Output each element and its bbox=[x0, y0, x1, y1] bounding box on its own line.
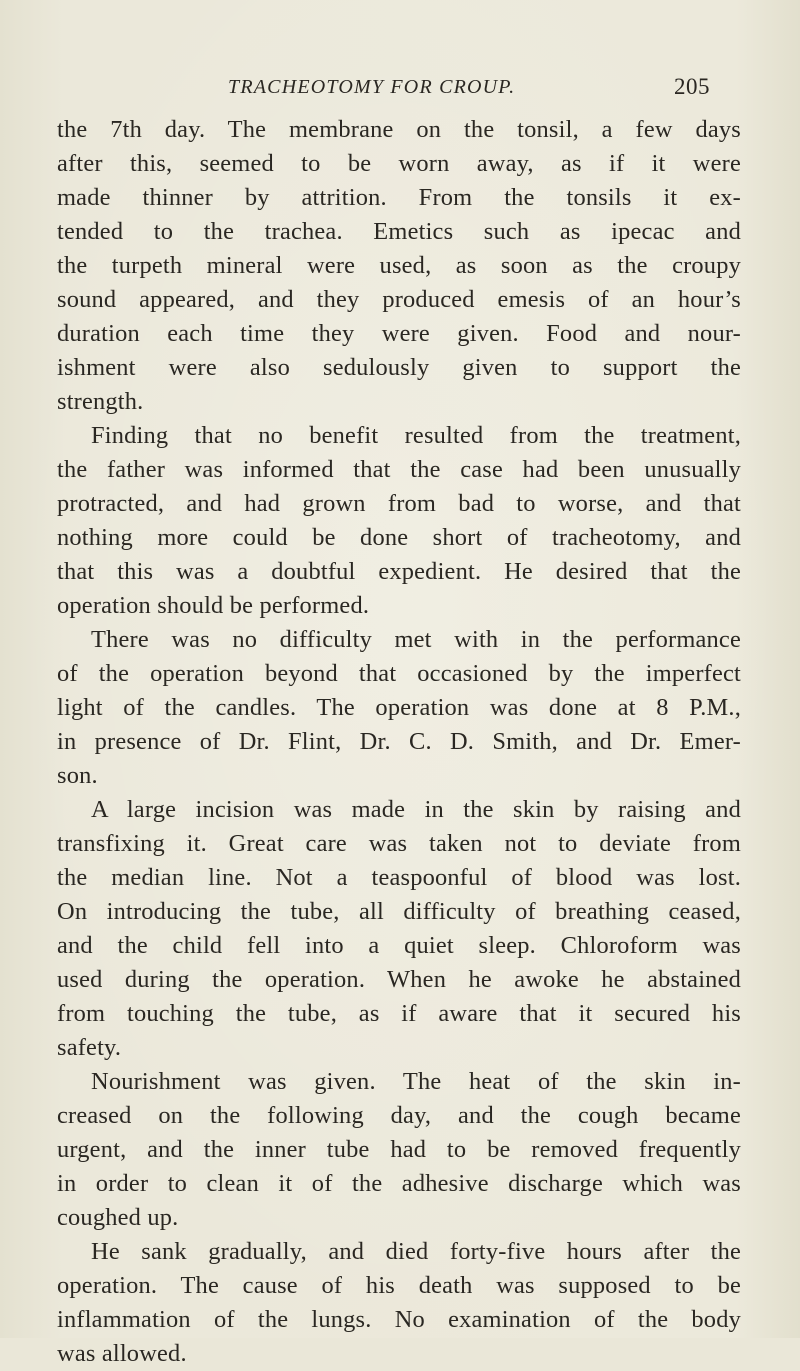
text-line: On introducing the tube, all difficulty of breathing ceased, bbox=[57, 898, 741, 925]
text-line: coughed up. bbox=[57, 1204, 179, 1231]
text-line: tended to the trachea. Emetics such as ipecac and bbox=[57, 218, 741, 245]
text-line: the 7th day. The membrane on the tonsil, a few days bbox=[57, 116, 741, 143]
text-line: creased on the following day, and the cough became bbox=[57, 1102, 741, 1129]
text-line: that this was a doubtful expedient. He desired that the bbox=[57, 558, 741, 585]
text-line: from touching the tube, as if aware that it secured his bbox=[57, 1000, 741, 1027]
text-line: made thinner by attrition. From the tonsils it ex- bbox=[57, 184, 741, 211]
text-line: the turpeth mineral were used, as soon as the croupy bbox=[57, 252, 741, 279]
text-line: urgent, and the inner tube had to be removed frequently bbox=[57, 1136, 741, 1163]
running-title: TRACHEOTOMY FOR CROUP. bbox=[228, 76, 516, 98]
text-line: protracted, and had grown from bad to worse, and that bbox=[57, 490, 741, 517]
paragraph-start-line: Finding that no benefit resulted from the treatment, bbox=[91, 422, 741, 449]
text-line: in presence of Dr. Flint, Dr. C. D. Smith, and Dr. Emer- bbox=[57, 728, 741, 755]
text-line: son. bbox=[57, 762, 98, 789]
paragraph-start-line: He sank gradually, and died forty-five hours after the bbox=[91, 1238, 741, 1265]
paragraph-start-line: Nourishment was given. The heat of the skin in- bbox=[91, 1068, 741, 1095]
running-head bbox=[0, 76, 800, 106]
text-line: transfixing it. Great care was taken not to deviate from bbox=[57, 830, 741, 857]
text-line: nothing more could be done short of tracheotomy, and bbox=[57, 524, 741, 551]
text-line: light of the candles. The operation was done at 8 P.M., bbox=[57, 694, 741, 721]
text-line: strength. bbox=[57, 388, 144, 415]
text-line: safety. bbox=[57, 1034, 122, 1061]
text-line: of the operation beyond that occasioned by the imperfect bbox=[57, 660, 741, 687]
paragraph-start-line: A large incision was made in the skin by raising and bbox=[91, 796, 741, 823]
text-line: used during the operation. When he awoke he abstained bbox=[57, 966, 741, 993]
text-line: and the child fell into a quiet sleep. Chloroform was bbox=[57, 932, 741, 959]
text-line: operation should be performed. bbox=[57, 592, 370, 619]
paragraph-start-line: There was no difficulty met with in the performance bbox=[91, 626, 741, 653]
text-line: ishment were also sedulously given to support the bbox=[57, 354, 741, 381]
text-line: duration each time they were given. Food and nour- bbox=[57, 320, 741, 347]
text-line: in order to clean it of the adhesive discharge which was bbox=[57, 1170, 741, 1197]
text-line: sound appeared, and they produced emesis of an hour’s bbox=[57, 286, 741, 313]
text-line: the median line. Not a teaspoonful of blood was lost. bbox=[57, 864, 741, 891]
text-line: the father was informed that the case had been unusually bbox=[57, 456, 741, 483]
text-line: inflammation of the lungs. No examination of the body bbox=[57, 1306, 741, 1333]
text-line: operation. The cause of his death was supposed to be bbox=[57, 1272, 741, 1299]
text-line: was allowed. bbox=[57, 1340, 187, 1367]
text-line: after this, seemed to be worn away, as if it were bbox=[57, 150, 741, 177]
page-number: 205 bbox=[674, 74, 710, 99]
